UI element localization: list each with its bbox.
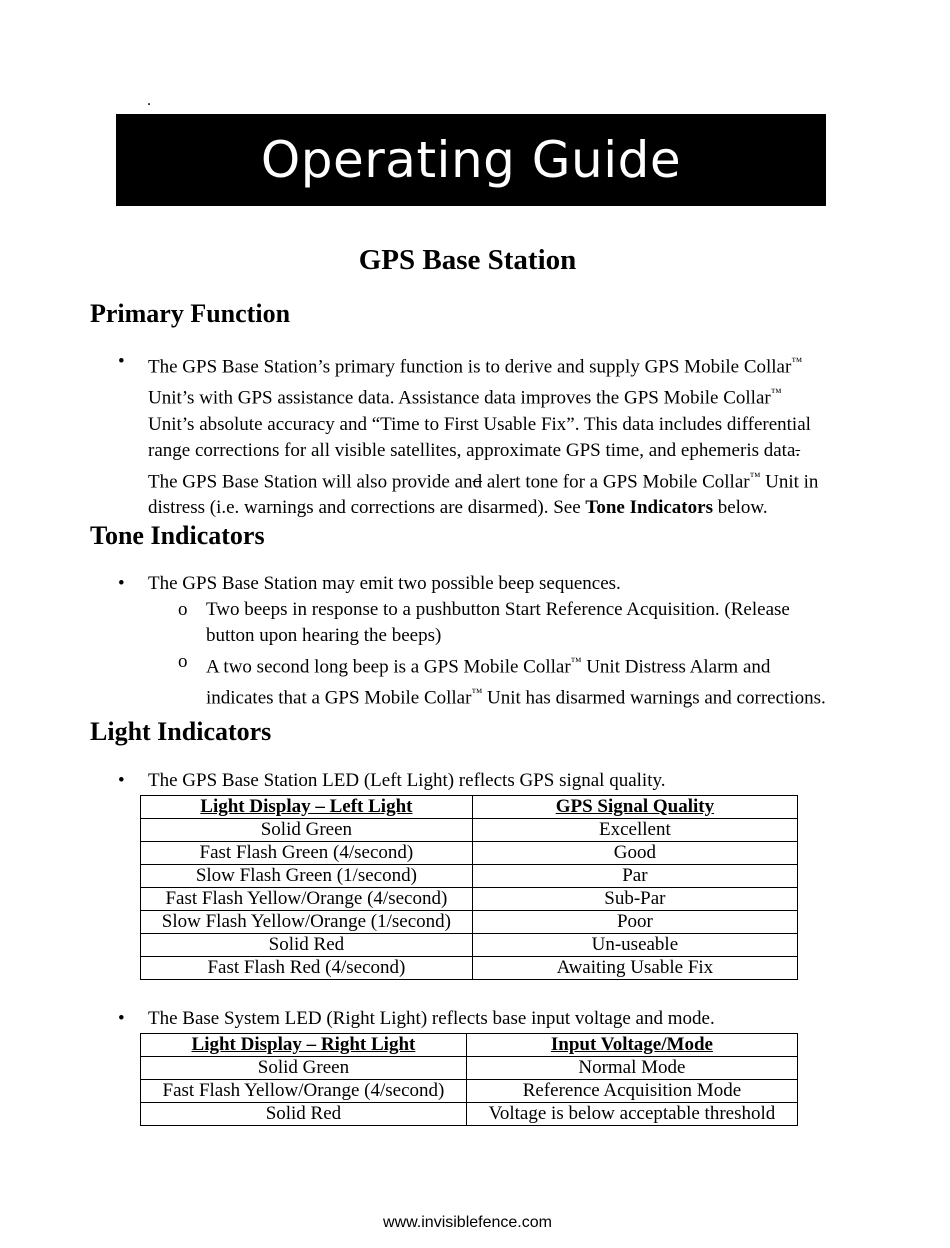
table-cell: Un-useable	[472, 934, 797, 957]
column-header: Input Voltage/Mode	[466, 1034, 797, 1057]
primary-function-paragraph	[148, 349, 818, 521]
paragraph-line: range corrections for all visible satellites, approximate GPS time, and ephemeris data.	[148, 439, 801, 461]
paragraph-line: • The GPS Base Station’s primary function is to derive and supply GPS Mobile Collar™	[148, 356, 803, 378]
table-cell: Awaiting Usable Fix	[472, 957, 797, 980]
table-cell: Normal Mode	[466, 1057, 797, 1080]
paragraph-line: Unit’s absolute accuracy and “Time to First Usable Fix”. This data includes differential	[148, 413, 811, 435]
banner	[116, 114, 826, 206]
table-cell: Excellent	[472, 819, 797, 842]
tone-bullet: • The GPS Base Station may emit two possible beep sequences.	[148, 571, 621, 597]
table-row	[141, 819, 798, 842]
left-light-table	[140, 795, 798, 980]
light-indicators-heading: Light Indicators	[90, 717, 272, 746]
tone-indicators-heading: Tone Indicators	[90, 521, 265, 550]
table-row	[141, 1080, 798, 1103]
column-header: Light Display – Right Light	[141, 1034, 467, 1057]
table-cell: Slow Flash Yellow/Orange (1/second)	[141, 911, 473, 934]
table-cell: Solid Green	[141, 819, 473, 842]
right-light-bullet: • The Base System LED (Right Light) reflects base input voltage and mode.	[148, 1006, 715, 1032]
table-row	[141, 842, 798, 865]
table-row	[141, 888, 798, 911]
table-cell: Fast Flash Yellow/Orange (4/second)	[141, 1080, 467, 1103]
right-light-table	[140, 1033, 798, 1126]
table-row	[141, 1103, 798, 1126]
document-title: GPS Base Station	[358, 244, 577, 276]
tone-sub-item: o A two second long beep is a GPS Mobile Collar™ Unit Distress Alarm and indicates that a GPS Mobile Collar™ Unit has disarmed warnings and corrections.	[206, 649, 826, 712]
table-cell: Fast Flash Yellow/Orange (4/second)	[141, 888, 473, 911]
table-cell: Slow Flash Green (1/second)	[141, 865, 473, 888]
paragraph-line: distress (i.e. warnings and corrections are disarmed). See Tone Indicators below.	[148, 496, 768, 518]
table-cell: Solid Red	[141, 1103, 467, 1126]
table-cell: Par	[472, 865, 797, 888]
table-header-row	[141, 1034, 798, 1057]
table-cell: Fast Flash Green (4/second)	[141, 842, 473, 865]
footer-url: www.invisiblefence.com	[383, 1214, 552, 1231]
table-row	[141, 911, 798, 934]
column-header: GPS Signal Quality	[472, 796, 797, 819]
table-cell: Poor	[472, 911, 797, 934]
table-cell: Solid Green	[141, 1057, 467, 1080]
table-cell: Sub-Par	[472, 888, 797, 911]
table-row	[141, 865, 798, 888]
paragraph-line: The GPS Base Station will also provide and alert tone for a GPS Mobile Collar™ Unit in	[148, 470, 819, 492]
left-light-bullet: • The GPS Base Station LED (Left Light) reflects GPS signal quality.	[148, 768, 666, 794]
primary-function-heading: Primary Function	[90, 299, 291, 328]
table-cell: Voltage is below acceptable threshold	[466, 1103, 797, 1126]
table-row	[141, 1057, 798, 1080]
tone-indicators-reference: Tone Indicators	[585, 496, 713, 518]
header-dot: .	[147, 92, 151, 109]
table-row	[141, 934, 798, 957]
banner-title: Operating Guide	[260, 131, 682, 189]
table-header-row	[141, 796, 798, 819]
column-header: Light Display – Left Light	[141, 796, 473, 819]
table-cell: Fast Flash Red (4/second)	[141, 957, 473, 980]
paragraph-line: Unit’s with GPS assistance data. Assistance data improves the GPS Mobile Collar™	[148, 387, 782, 409]
table-cell: Reference Acquisition Mode	[466, 1080, 797, 1103]
table-row	[141, 957, 798, 980]
tone-sub-item: o Two beeps in response to a pushbutton Start Reference Acquisition. (Release button upon hearing the beeps)	[206, 597, 790, 649]
table-cell: Solid Red	[141, 934, 473, 957]
table-cell: Good	[472, 842, 797, 865]
